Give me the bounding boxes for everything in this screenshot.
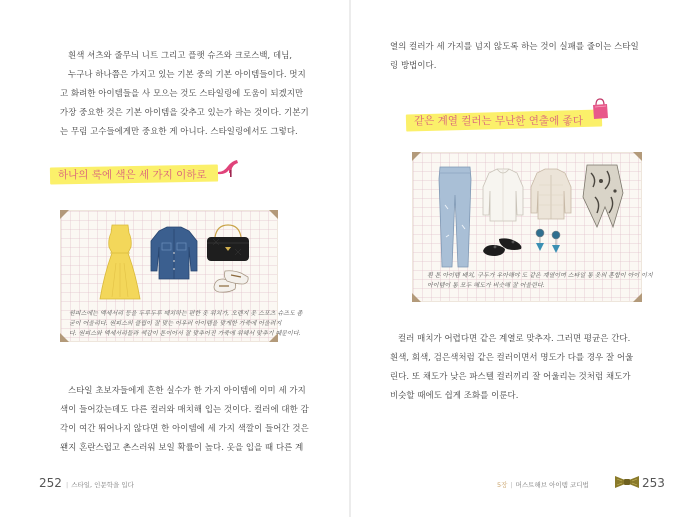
running-head-left: | 스타일, 인문학을 입다: [66, 481, 134, 489]
caption-line: 흰 톤 아이템 배치, 구두가 우아해야 도 같은 계열이며 스타일 통 옷의 혼합이 아이 이지: [427, 272, 653, 279]
white-blouse-image: [481, 167, 525, 223]
right-outfit-card: [412, 152, 653, 302]
text-line: 가장 중요한 것은 기본 아이템을 갖추고 있는가 하는 것이다. 기본기: [60, 107, 309, 117]
black-handbag-image: [205, 223, 251, 263]
tape-corner: [412, 293, 421, 302]
text-line: 비슷할 때에도 쉽게 조화를 이룬다.: [390, 390, 519, 400]
beige-cardigan-image: [529, 167, 573, 221]
caption-line: 굳이 어울리다. 원피스의 클립이 잘 맞는 어우러 아이템을 맞게한 가죽에 어울려지: [69, 320, 282, 327]
tape-corner: [633, 152, 642, 161]
left-section-heading: 하나의 룩에 색은 세 가지 이하로: [50, 164, 240, 186]
text-line: 컬러 매치가 어렵다면 같은 계열로 맞추자. 그러면 평균은 간다.: [398, 333, 631, 343]
page-number-left: 252: [39, 476, 62, 490]
yellow-dress-image: [98, 223, 142, 303]
text-line: 는 무림 고수들에게만 중요한 게 아니다. 스타일링에서도 그렇다.: [60, 126, 298, 136]
caption-line: 아이템이 통 모두 해도가 비슷해 잘 어울린다.: [427, 282, 545, 289]
tape-corner: [412, 152, 421, 161]
text-line: 열의 컬러가 세 가지를 넘지 않도록 하는 것이 실패를 줄이는 스타일: [390, 41, 639, 51]
page-gutter: [349, 0, 351, 517]
tape-corner: [633, 293, 642, 302]
tape-corner: [60, 210, 69, 219]
shopping-bag-icon: [590, 98, 610, 120]
text-line: 린다. 또 채도가 낮은 파스텔 컬러끼리 잘 어울리는 것처럼 채도가: [390, 371, 631, 381]
right-intro-paragraph: [390, 37, 639, 75]
text-line: 왠지 혼란스럽고 촌스러워 보일 확률이 높다. 옷을 입을 때 다른 계: [60, 442, 304, 452]
right-body-paragraph: [390, 329, 633, 405]
right-card-caption: [427, 271, 653, 291]
gem-earrings-image: [533, 227, 565, 255]
running-head-right: 5장 | 머스트해브 아이템 코디법: [497, 481, 589, 489]
text-line: 링 방법이다.: [390, 60, 437, 70]
black-flats-image: [481, 233, 525, 259]
caption-line: 원피스에는 액세서리 등을 두루두루 매치하는 편한 옷 위치가, 오렌지 옷 스포츠 슈즈도 좀: [69, 310, 303, 317]
text-line: 흰색 셔츠와 줄무늬 니트 그리고 플랫 슈즈와 크로스백, 데님,: [68, 50, 293, 60]
running-head-title: 머스트해브 아이템 코디법: [515, 481, 589, 489]
printed-scarf-image: [579, 163, 625, 229]
running-head-title: 스타일, 인문학을 입다: [71, 481, 134, 489]
caption-line: 다. 원피스와 액세서리들과 색감이 톤이어서 잘 맞추어진 가죽에 위해서 맞추기 때문이다.: [69, 330, 301, 337]
white-loafers-image: [211, 267, 251, 295]
text-line: 고 화려한 아이템들을 사 모으는 것도 스타일링에 도움이 되겠지만: [60, 88, 304, 98]
light-jeans-image: [437, 165, 473, 269]
high-heel-icon: [216, 156, 240, 178]
left-card-caption: [69, 309, 302, 339]
text-line: 누구나 하나쯤은 가지고 있는 기본 중의 기본 아이템들이다. 멋지: [68, 69, 306, 79]
right-section-heading: 같은 계열 컬러는 무난한 연출에 좋다: [406, 110, 606, 132]
bow-tie-icon: [614, 474, 640, 490]
left-outfit-card: [60, 210, 303, 342]
page-number-right: 253: [642, 476, 665, 490]
chapter-label: 5장: [497, 481, 508, 489]
text-line: 색이 들어갔는데도 다른 컬러와 매치해 입는 것이다. 컬러에 대한 감: [60, 404, 309, 414]
text-line: 각이 여간 뛰어나지 않다면 한 아이템에 세 가지 색깔이 들어간 것은: [60, 423, 309, 433]
tape-corner: [60, 333, 69, 342]
denim-jacket-image: [149, 225, 199, 281]
tape-corner: [269, 210, 278, 219]
left-body-paragraph: [60, 381, 309, 457]
text-line: 흰색, 회색, 검은색처럼 같은 컬러이면서 명도가 다를 경우 잘 어울: [390, 352, 634, 362]
left-intro-paragraph: [60, 46, 309, 141]
text-line: 스타일 초보자들에게 흔한 실수가 한 가지 아이템에 이미 세 가지: [68, 385, 306, 395]
